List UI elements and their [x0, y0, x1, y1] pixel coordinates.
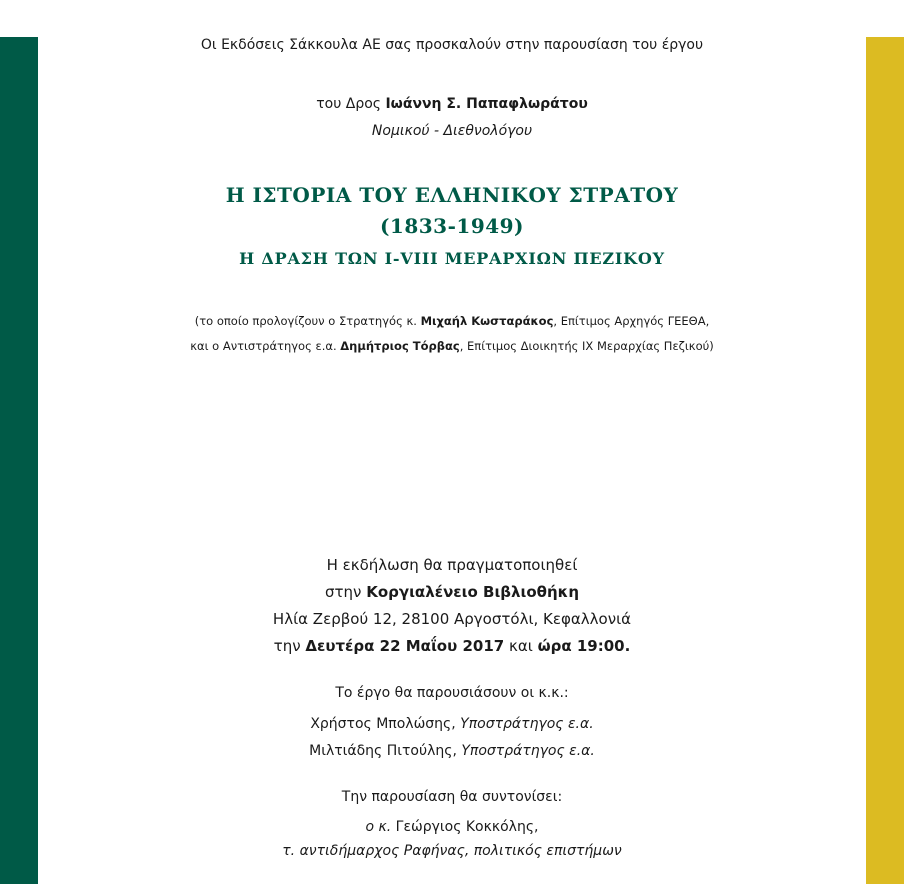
moderator-heading: Την παρουσίαση θα συντονίσει: [341, 789, 563, 805]
moderator-role: τ. αντιδήμαρχος Ραφήνας, πολιτικός επιστήμων [282, 843, 622, 859]
presenters-heading: Το έργο θα παρουσιάσουν οι κ.κ.: [335, 685, 569, 701]
presenter-2: Μιλτιάδης Πιτούλης, Υποστράτηγος ε.α. [309, 743, 595, 759]
event-line1: Η εκδήλωση θα πραγματοποιηθεί [326, 556, 578, 574]
author-role: Νομικού - Διεθνολόγου [371, 123, 533, 139]
book-subtitle: Η ΔΡΑΣΗ ΤΩΝ Ι-VIII ΜΕΡΑΡΧΙΩΝ ΠΕΖΙΚΟΥ [239, 249, 665, 268]
right-gold-bar [866, 37, 904, 884]
preface-line2: και ο Αντιστράτηγος ε.α. Δημήτριος Τόρβας, Επίτιμος Διοικητής ΙΧ Μεραρχίας Πεζικού) [190, 339, 714, 353]
event-address: Ηλία Ζερβού 12, 28100 Αργοστόλι, Κεφαλλονιά [272, 610, 632, 628]
left-green-bar [0, 37, 38, 884]
event-venue: στην Κοργιαλένειο Βιβλιοθήκη [325, 583, 579, 601]
book-title-line2: (1833-1949) [379, 214, 525, 238]
moderator-name: ο κ. Γεώργιος Κοκκόλης, [365, 819, 539, 835]
preface-line1: (το οποίο προλογίζουν ο Στρατηγός κ. Μιχαήλ Κωσταράκος, Επίτιμος Αρχηγός ΓΕΕΘΑ, [194, 314, 710, 328]
presenter-1: Χρήστος Μπολώσης, Υποστράτηγος ε.α. [310, 716, 594, 732]
author-line: του Δρος Ιωάννη Σ. Παπαφλωράτου [316, 96, 588, 112]
book-title-line1: Η ΙΣΤΟΡΙΑ ΤΟΥ ΕΛΛΗΝΙΚΟΥ ΣΤΡΑΤΟΥ [225, 183, 679, 207]
invite-line: Οι Εκδόσεις Σάκκουλα ΑΕ σας προσκαλούν στην παρουσίαση του έργου [200, 37, 704, 53]
author-name: Ιωάννη Σ. Παπαφλωράτου [385, 96, 588, 112]
event-datetime: την Δευτέρα 22 Μαΐου 2017 και ώρα 19:00. [273, 637, 631, 655]
